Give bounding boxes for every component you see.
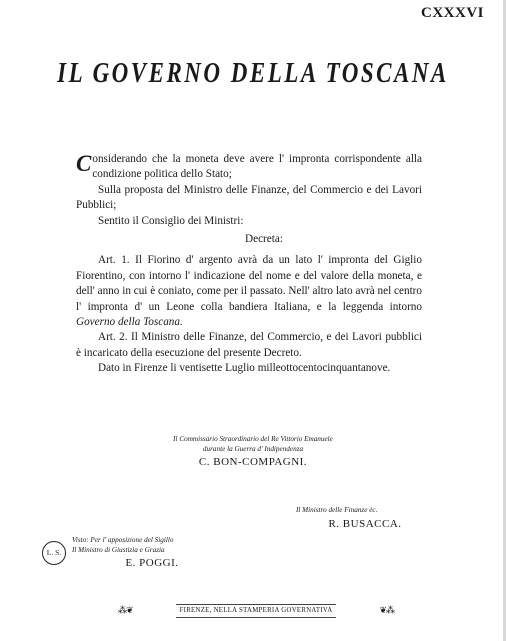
ornament-left-icon: ⁂❦	[118, 605, 133, 615]
dated-line: Dato in Firenze li ventisette Luglio milleottocentocinquantanove.	[98, 362, 391, 375]
signature-commissioner	[0, 435, 506, 468]
printer-footer	[118, 604, 394, 616]
visto-line-1: Visto: Per l' apposizione del Sigillo	[72, 536, 174, 544]
preamble-text-1: onsiderando che la moneta deve avere l' impronta corrispondente alla condizione politica dello Stato;	[92, 153, 422, 181]
article-1-legend: Governo della Toscana.	[76, 316, 183, 329]
signature-finance-minister	[290, 506, 440, 530]
visto-line-2: Il Ministro di Giustizia e Grazia	[72, 545, 165, 554]
visto-block	[72, 536, 232, 569]
preamble-paragraph-1	[76, 152, 422, 183]
page-number: CXXXVI	[421, 5, 484, 21]
article-1-text: Art. 1. Il Fiorino d' argento avrà da un lato l' impronta del Giglio Fiorentino, con intorno l' indicazione del nome e del valore della moneta, e dell' anno in cui è coniato, come per il passato. Nell' altro lato avrà nel centro l' impronta d' un Leone colla bandiera Italiana, e la leggenda intorno	[76, 254, 422, 313]
preamble-paragraph-2: Sulla proposta del Ministro delle Finanze, del Commercio e dei Lavori Pubblici;	[76, 183, 422, 212]
finance-minister-title: Il Ministro delle Finanze èc.	[296, 506, 378, 514]
justice-minister-name: E. POGGI.	[125, 557, 179, 569]
document-title: IL GOVERNO DELLA TOSCANA	[57, 56, 449, 88]
printer-imprint: FIRENZE, NELLA STAMPERIA GOVERNATIVA	[176, 604, 337, 618]
commissioner-title-line-1: Il Commissario Straordinario del Re Vittorio Emanuele	[173, 435, 333, 443]
finance-minister-name: R. BUSACCA.	[328, 517, 402, 530]
ornament-right-icon: ❦⁂	[379, 605, 394, 615]
article-2: Art. 2. Il Ministro delle Finanze, del Commercio, e dei Lavori pubblici è incaricato della esecuzione del presente Decreto.	[76, 331, 422, 359]
decree-body	[76, 152, 422, 377]
seal-mark: L. S.	[42, 541, 66, 565]
decreta-heading: Decreta:	[245, 233, 283, 246]
article-1	[76, 253, 422, 330]
commissioner-title-line-2: durante la Guerra d' Indipendenza	[202, 444, 304, 453]
preamble-paragraph-3: Sentito il Consiglio dei Ministri:	[98, 214, 244, 227]
dropcap-letter: C	[76, 151, 92, 176]
commissioner-name: C. BON-COMPAGNI.	[198, 456, 308, 468]
